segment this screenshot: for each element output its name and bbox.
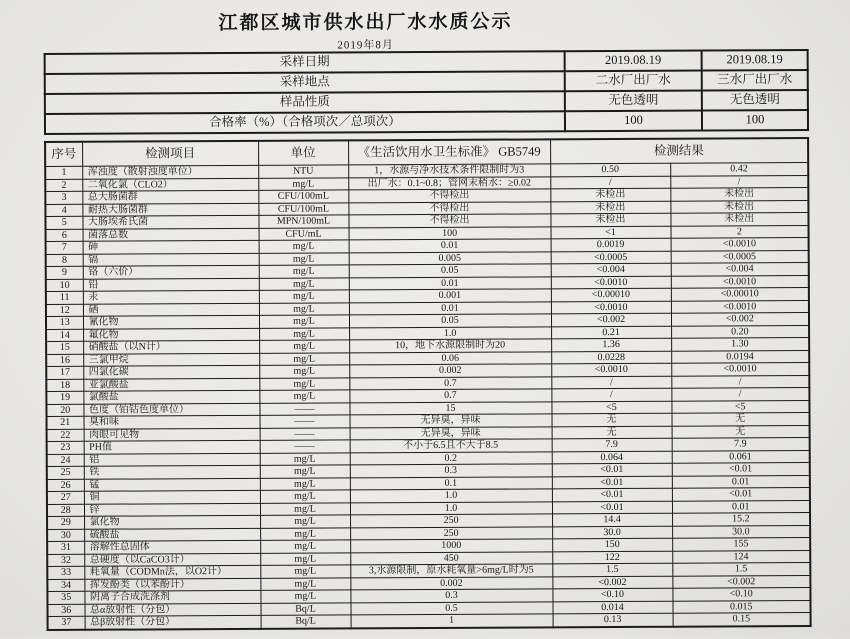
summary-label: 合格率（%）（合格项次／总项次） bbox=[45, 111, 565, 134]
cell-result-2: <0.0010 bbox=[671, 237, 809, 250]
cell-unit: CFU/mL bbox=[259, 227, 349, 240]
cell-item: 铅 bbox=[83, 278, 259, 291]
cell-result-1: 0.13 bbox=[553, 613, 673, 627]
cell-result-2: <0.0010 bbox=[671, 275, 809, 288]
cell-item: 总大肠菌群 bbox=[82, 190, 258, 203]
cell-result-2: 7.9 bbox=[672, 437, 810, 450]
cell-result-1: <0.01 bbox=[552, 488, 672, 501]
cell-item: 氯酸盐 bbox=[83, 390, 259, 403]
cell-result-1: / bbox=[550, 176, 670, 189]
cell-result-2: 15.2 bbox=[672, 512, 810, 525]
page-subtitle: 2019年8月 bbox=[337, 39, 394, 52]
cell-standard: 0.1 bbox=[350, 476, 552, 490]
cell-unit: mg/L bbox=[260, 552, 350, 565]
cell-result-1: / bbox=[551, 376, 671, 389]
cell-result-2: 未检出 bbox=[670, 200, 808, 213]
cell-standard: 不得检出 bbox=[348, 214, 550, 228]
cell-item: 砷 bbox=[83, 240, 259, 253]
cell-result-2: 155 bbox=[672, 537, 810, 550]
cell-result-1: <5 bbox=[551, 401, 671, 414]
cell-standard: 0.3 bbox=[350, 589, 552, 603]
cell-no: 26 bbox=[47, 479, 84, 492]
header-standard: 《生活饮用水卫生标准》 GB5749 bbox=[348, 139, 550, 165]
cell-result-2: <0.00010 bbox=[671, 287, 809, 300]
cell-unit: —— bbox=[260, 415, 350, 428]
cell-unit: mg/L bbox=[259, 277, 349, 290]
cell-result-2: <0.01 bbox=[672, 487, 810, 500]
cell-standard: 0.5 bbox=[350, 601, 552, 615]
cell-standard: 0.01 bbox=[349, 301, 551, 315]
cell-standard: 0.01 bbox=[349, 276, 551, 290]
cell-result-1: 122 bbox=[552, 551, 672, 564]
cell-no: 33 bbox=[47, 566, 84, 579]
cell-no: 10 bbox=[46, 279, 83, 292]
cell-unit: MPN/100mL bbox=[258, 215, 348, 228]
cell-unit: mg/L bbox=[260, 490, 350, 503]
cell-result-1: <0.01 bbox=[552, 476, 672, 489]
cell-result-2: <0.01 bbox=[672, 462, 810, 475]
cell-result-2: 1.5 bbox=[672, 562, 810, 575]
cell-result-1: 30.0 bbox=[552, 526, 672, 539]
cell-result-1: 150 bbox=[552, 538, 672, 551]
cell-result-1: 无 bbox=[552, 413, 672, 426]
cell-standard: 15 bbox=[349, 401, 551, 415]
cell-no: 22 bbox=[47, 429, 84, 442]
cell-standard: 250 bbox=[350, 526, 552, 540]
summary-value-1: 无色透明 bbox=[565, 91, 702, 112]
cell-standard: 0.002 bbox=[350, 576, 552, 590]
cell-standard: 无异臭，异味 bbox=[350, 426, 552, 440]
cell-result-2: <0.002 bbox=[671, 312, 809, 325]
cell-item: 大肠埃希氏菌 bbox=[82, 215, 258, 228]
cell-no: 20 bbox=[46, 404, 83, 417]
title-block bbox=[0, 5, 733, 54]
cell-standard: 无异臭，异味 bbox=[350, 414, 552, 428]
cell-no: 17 bbox=[46, 366, 83, 379]
cell-standard: 0.05 bbox=[349, 264, 551, 278]
cell-unit: mg/L bbox=[258, 177, 348, 190]
cell-no: 32 bbox=[47, 554, 84, 567]
cell-item: 氟化物 bbox=[83, 328, 259, 341]
cell-item: 四氯化碳 bbox=[83, 365, 259, 378]
summary-value-2: 无色透明 bbox=[702, 90, 808, 111]
cell-item: 硫酸盐 bbox=[84, 528, 260, 541]
cell-no: 3 bbox=[45, 191, 82, 204]
cell-result-2: <0.004 bbox=[671, 262, 809, 275]
cell-item: 铁 bbox=[84, 465, 260, 478]
cell-item: PH值 bbox=[84, 440, 260, 453]
cell-item: 阴离子合成洗涤剂 bbox=[84, 590, 260, 603]
cell-result-1: <0.00010 bbox=[551, 288, 671, 301]
cell-item: 铜 bbox=[84, 490, 260, 503]
summary-value-2: 100 bbox=[702, 110, 808, 131]
header-result: 检测结果 bbox=[550, 138, 808, 164]
cell-no: 25 bbox=[47, 466, 84, 479]
cell-result-1: 0.064 bbox=[552, 451, 672, 464]
cell-standard: 3,水源限制，原水耗氧量>6mg/L时为5 bbox=[350, 564, 552, 578]
cell-unit: —— bbox=[259, 402, 349, 415]
cell-unit: mg/L bbox=[259, 302, 349, 315]
cell-result-2: <0.002 bbox=[672, 575, 810, 588]
cell-result-2: 0.01 bbox=[672, 475, 810, 488]
cell-item: 二氧化氯（CLO2） bbox=[82, 178, 258, 191]
cell-unit: CFU/100mL bbox=[258, 202, 348, 215]
cell-item: 浑浊度（散射浊度单位） bbox=[82, 165, 258, 178]
cell-item: 挥发酚类（以苯酚计） bbox=[84, 578, 260, 591]
cell-no: 18 bbox=[46, 379, 83, 392]
cell-no: 14 bbox=[46, 329, 83, 342]
cell-standard: 不得检出 bbox=[348, 201, 550, 215]
cell-result-1: 无 bbox=[552, 426, 672, 439]
cell-item: 菌落总数 bbox=[83, 228, 259, 241]
cell-no: 8 bbox=[46, 254, 83, 267]
cell-result-2: 0.015 bbox=[672, 600, 810, 613]
cell-item: 臭和味 bbox=[84, 415, 260, 428]
cell-no: 19 bbox=[46, 391, 83, 404]
cell-item: 色度（铂钴色度单位） bbox=[83, 403, 259, 416]
cell-result-2: / bbox=[671, 387, 809, 400]
cell-unit: mg/L bbox=[260, 577, 350, 590]
cell-no: 27 bbox=[47, 491, 84, 504]
cell-result-1: <0.0010 bbox=[551, 301, 671, 314]
cell-unit: mg/L bbox=[260, 477, 350, 490]
cell-no: 13 bbox=[46, 316, 83, 329]
cell-no: 23 bbox=[47, 441, 84, 454]
cell-standard: 0.06 bbox=[349, 351, 551, 365]
cell-result-2: <0.0005 bbox=[671, 250, 809, 263]
cell-standard: 0.002 bbox=[349, 364, 551, 378]
cell-unit: —— bbox=[260, 440, 350, 453]
cell-result-1: <0.10 bbox=[552, 588, 672, 601]
cell-standard: 0.01 bbox=[349, 239, 551, 253]
cell-result-2: 未检出 bbox=[670, 212, 808, 225]
main-body bbox=[45, 162, 810, 629]
cell-standard: 0.005 bbox=[349, 251, 551, 265]
cell-result-1: 0.21 bbox=[551, 326, 671, 339]
cell-unit: mg/L bbox=[260, 590, 350, 603]
header-no: 序号 bbox=[45, 142, 82, 167]
cell-unit: Bq/L bbox=[260, 602, 350, 615]
cell-result-1: <1 bbox=[551, 226, 671, 239]
cell-item: 锌 bbox=[84, 503, 260, 516]
cell-unit: mg/L bbox=[259, 315, 349, 328]
cell-result-1: <0.01 bbox=[552, 463, 672, 476]
cell-no: 12 bbox=[46, 304, 83, 317]
cell-no: 16 bbox=[46, 354, 83, 367]
summary-value-2: 2019.08.19 bbox=[702, 50, 808, 71]
cell-result-1: 14.4 bbox=[552, 513, 672, 526]
cell-standard: 250 bbox=[350, 514, 552, 528]
summary-label: 采样地点 bbox=[45, 71, 565, 94]
cell-standard: 1 bbox=[351, 614, 553, 628]
cell-result-1: <0.002 bbox=[552, 576, 672, 589]
cell-result-2: 30.0 bbox=[672, 525, 810, 538]
cell-unit: Bq/L bbox=[261, 615, 351, 628]
cell-standard: 0.3 bbox=[350, 464, 552, 478]
cell-item: 镉 bbox=[83, 253, 259, 266]
summary-value-2: 三水厂出厂水 bbox=[702, 70, 808, 91]
cell-no: 1 bbox=[45, 166, 82, 179]
cell-item: 肉眼可见物 bbox=[84, 428, 260, 441]
cell-no: 36 bbox=[47, 604, 84, 617]
cell-result-2: / bbox=[670, 175, 808, 188]
cell-no: 9 bbox=[46, 266, 83, 279]
cell-unit: —— bbox=[260, 427, 350, 440]
page-title: 江都区城市供水出厂水水质公示 bbox=[218, 11, 513, 35]
cell-unit: mg/L bbox=[260, 502, 350, 515]
cell-no: 29 bbox=[47, 516, 84, 529]
header-item: 检测项目 bbox=[82, 141, 258, 166]
cell-result-1: 7.9 bbox=[552, 438, 672, 451]
cell-result-2: <0.0010 bbox=[671, 300, 809, 313]
cell-item: 总α放射性（分包） bbox=[84, 603, 260, 616]
cell-result-2: 未检出 bbox=[670, 187, 808, 200]
cell-unit: mg/L bbox=[259, 252, 349, 265]
cell-standard: 450 bbox=[350, 551, 552, 565]
cell-unit: NTU bbox=[258, 165, 348, 178]
cell-result-2: 1.30 bbox=[671, 337, 809, 350]
cell-item: 硝酸盐（以N计） bbox=[83, 340, 259, 353]
cell-unit: mg/L bbox=[259, 240, 349, 253]
cell-result-2: <0.0010 bbox=[671, 362, 809, 375]
header-unit: 单位 bbox=[258, 140, 348, 165]
cell-unit: mg/L bbox=[259, 265, 349, 278]
cell-standard: 1，水源与净水技术条件限制时为3 bbox=[348, 164, 550, 178]
summary-value-1: 二水厂出厂水 bbox=[565, 71, 702, 92]
summary-label: 样品性质 bbox=[45, 91, 565, 114]
cell-unit: mg/L bbox=[259, 390, 349, 403]
cell-unit: mg/L bbox=[259, 290, 349, 303]
cell-standard: 0.05 bbox=[349, 314, 551, 328]
summary-value-1: 2019.08.19 bbox=[565, 51, 702, 72]
cell-no: 15 bbox=[46, 341, 83, 354]
cell-no: 24 bbox=[47, 454, 84, 467]
cell-result-2: 0.0194 bbox=[671, 350, 809, 363]
cell-item: 耐热大肠菌群 bbox=[82, 203, 258, 216]
cell-result-1: <0.002 bbox=[551, 313, 671, 326]
cell-standard: 1000 bbox=[350, 539, 552, 553]
cell-result-1: <0.01 bbox=[552, 501, 672, 514]
cell-standard: 1.0 bbox=[349, 326, 551, 340]
cell-no: 37 bbox=[48, 616, 85, 629]
cell-unit: mg/L bbox=[259, 352, 349, 365]
cell-standard: 0.001 bbox=[349, 289, 551, 303]
cell-result-1: 0.50 bbox=[550, 163, 670, 176]
cell-no: 6 bbox=[46, 229, 83, 242]
cell-result-2: 124 bbox=[672, 550, 810, 563]
cell-result-1: <0.0010 bbox=[551, 363, 671, 376]
cell-item: 总β放射性（分包） bbox=[85, 615, 261, 629]
cell-result-1: 未检出 bbox=[550, 201, 670, 214]
cell-item: 硒 bbox=[83, 303, 259, 316]
summary-label: 采样日期 bbox=[45, 51, 565, 74]
cell-unit: mg/L bbox=[260, 452, 350, 465]
cell-no: 28 bbox=[47, 504, 84, 517]
cell-unit: mg/L bbox=[259, 340, 349, 353]
cell-result-2: 0.01 bbox=[672, 500, 810, 513]
cell-result-1: 未检出 bbox=[550, 213, 670, 226]
cell-no: 4 bbox=[45, 204, 82, 217]
cell-result-2: 0.20 bbox=[671, 325, 809, 338]
cell-unit: mg/L bbox=[260, 465, 350, 478]
cell-no: 7 bbox=[46, 241, 83, 254]
cell-no: 35 bbox=[47, 591, 84, 604]
cell-result-2: 0.42 bbox=[670, 162, 808, 175]
cell-result-1: 1.5 bbox=[552, 563, 672, 576]
cell-result-2: <0.10 bbox=[672, 587, 810, 600]
cell-result-1: 1.36 bbox=[551, 338, 671, 351]
cell-no: 5 bbox=[45, 216, 82, 229]
cell-unit: mg/L bbox=[260, 527, 350, 540]
cell-no: 34 bbox=[47, 579, 84, 592]
cell-unit: mg/L bbox=[260, 540, 350, 553]
cell-unit: mg/L bbox=[259, 365, 349, 378]
cell-item: 锰 bbox=[84, 478, 260, 491]
cell-item: 耗氧量（CODMn法，以O2计） bbox=[84, 565, 260, 578]
cell-no: 30 bbox=[47, 529, 84, 542]
summary-body bbox=[45, 50, 808, 134]
cell-result-1: 0.0228 bbox=[551, 351, 671, 364]
cell-standard: 0.7 bbox=[349, 389, 551, 403]
cell-item: 汞 bbox=[83, 290, 259, 303]
cell-result-2: <5 bbox=[671, 400, 809, 413]
summary-table bbox=[44, 49, 809, 135]
cell-standard: 不小于6.5且不大于8.5 bbox=[350, 439, 552, 453]
cell-standard: 1.0 bbox=[350, 489, 552, 503]
cell-no: 2 bbox=[45, 179, 82, 192]
cell-standard: 100 bbox=[349, 226, 551, 240]
cell-unit: mg/L bbox=[259, 377, 349, 390]
results-table bbox=[44, 137, 812, 630]
summary-row bbox=[45, 110, 808, 134]
cell-standard: 出厂水：0.1~0.8；管网末稍水：≥0.02 bbox=[348, 176, 550, 190]
cell-result-2: 无 bbox=[672, 425, 810, 438]
cell-standard: 1.0 bbox=[350, 501, 552, 515]
cell-result-2: 0.15 bbox=[673, 612, 811, 626]
cell-result-2: 2 bbox=[671, 225, 809, 238]
cell-result-1: 0.014 bbox=[552, 601, 672, 614]
cell-no: 11 bbox=[46, 291, 83, 304]
cell-item: 溶解性总固体 bbox=[84, 540, 260, 553]
cell-result-2: 0.061 bbox=[672, 450, 810, 463]
cell-result-2: 无 bbox=[671, 412, 809, 425]
cell-item: 亚氯酸盐 bbox=[83, 378, 259, 391]
cell-result-1: <0.004 bbox=[551, 263, 671, 276]
cell-result-1: / bbox=[551, 388, 671, 401]
cell-result-1: <0.0005 bbox=[551, 251, 671, 264]
cell-standard: 0.2 bbox=[350, 451, 552, 465]
cell-item: 铝 bbox=[84, 453, 260, 466]
cell-result-1: 未检出 bbox=[550, 188, 670, 201]
cell-item: 氰化物 bbox=[83, 315, 259, 328]
cell-standard: 10，地下水源限制时为20 bbox=[349, 339, 551, 353]
cell-result-1: 0.0019 bbox=[551, 238, 671, 251]
cell-standard: 0.7 bbox=[349, 376, 551, 390]
cell-result-1: <0.0010 bbox=[551, 276, 671, 289]
cell-item: 三氯甲烷 bbox=[83, 353, 259, 366]
cell-unit: mg/L bbox=[259, 327, 349, 340]
cell-item: 氯化物 bbox=[84, 515, 260, 528]
cell-no: 31 bbox=[47, 541, 84, 554]
cell-unit: mg/L bbox=[260, 565, 350, 578]
cell-result-2: / bbox=[671, 375, 809, 388]
cell-item: 总硬度（以CaCO3计） bbox=[84, 553, 260, 566]
cell-unit: mg/L bbox=[260, 515, 350, 528]
cell-standard: 不得检出 bbox=[348, 189, 550, 203]
cell-item: 铬（六价） bbox=[83, 265, 259, 278]
summary-value-1: 100 bbox=[565, 111, 702, 132]
cell-no: 21 bbox=[47, 416, 84, 429]
cell-unit: CFU/100mL bbox=[258, 190, 348, 203]
